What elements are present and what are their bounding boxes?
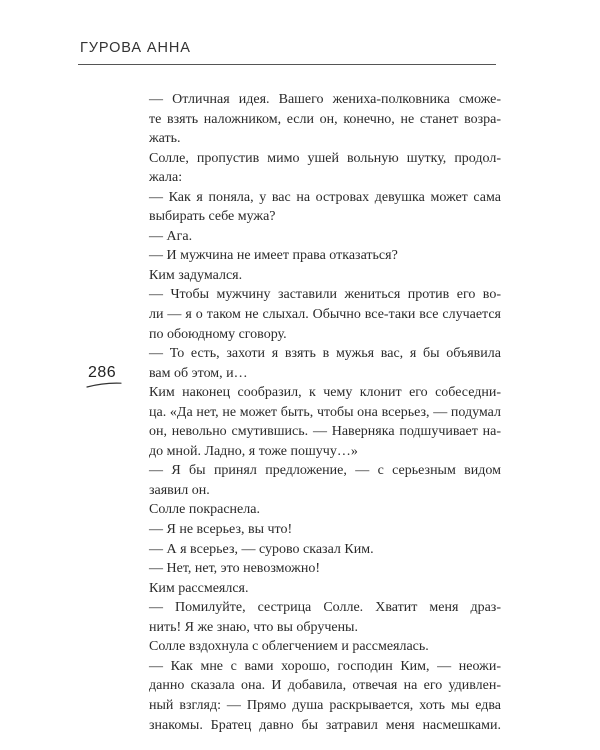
text-line: Солле покраснела. bbox=[149, 502, 260, 518]
body-text bbox=[149, 90, 501, 735]
text-line: ца. «Да нет, не может быть, чтобы она всерьез, — подумал bbox=[149, 404, 501, 420]
text-line: те взять наложником, если он, конечно, не станет возра- bbox=[149, 111, 501, 127]
text-line: Ким наконец сообразил, к чему клонит его собеседни- bbox=[149, 385, 501, 401]
text-line: — Чтобы мужчину заставили жениться против его во- bbox=[149, 287, 501, 303]
text-line: — Как я поняла, у вас на островах девушка может сама bbox=[149, 189, 501, 205]
text-line: нить! Я же знаю, что вы обручены. bbox=[149, 619, 358, 635]
text-line: — Как мне с вами хорошо, господин Ким, — неожи- bbox=[149, 658, 501, 674]
text-line: жала: bbox=[149, 170, 183, 186]
page-number-swash bbox=[86, 381, 122, 389]
text-line: — Отличная идея. Вашего жениха-полковника сможе- bbox=[149, 92, 501, 107]
text-line: вам об этом, и… bbox=[149, 365, 248, 381]
text-line: Ким рассмеялся. bbox=[149, 580, 249, 596]
text-line: Солле, пропустив мимо ушей вольную шутку, продол- bbox=[149, 150, 501, 166]
text-line: жать. bbox=[149, 131, 181, 147]
text-line: по обоюдному сговору. bbox=[149, 326, 287, 342]
text-line: заявил он. bbox=[149, 482, 210, 498]
text-line: — Нет, нет, это невозможно! bbox=[149, 561, 320, 577]
text-line: — Помилуйте, сестрица Солле. Хватит меня драз- bbox=[149, 600, 501, 616]
text-line: — То есть, захоти я взять в мужья вас, я бы объявила bbox=[149, 346, 501, 362]
text-line: выбирать себе мужа? bbox=[149, 209, 276, 225]
text-line: Ким задумался. bbox=[149, 267, 243, 283]
text-line: до мной. Ладно, я тоже пошучу…» bbox=[149, 443, 358, 459]
header-rule bbox=[78, 64, 496, 65]
text-line: ный взгляд: — Прямо душа раскрывается, хоть мы едва bbox=[149, 697, 501, 713]
text-line: он, невольно смутившись. — Наверняка подшучивает на- bbox=[149, 424, 501, 440]
text-line: — Ага. bbox=[149, 228, 193, 244]
text-line: знакомы. Братец давно бы затравил меня насмешками. bbox=[149, 717, 501, 733]
page-number: 286 bbox=[88, 364, 117, 381]
text-line: — Я не всерьез, вы что! bbox=[149, 522, 293, 538]
running-head: ГУРОВА АННА bbox=[80, 40, 191, 56]
text-line: ли — я о таком не слыхал. Обычно все-таки все случается bbox=[149, 307, 501, 323]
text-line: — И мужчина не имеет права отказаться? bbox=[149, 248, 398, 264]
text-line: данно сказала она. И добавила, отвечая на его удивлен- bbox=[149, 678, 501, 694]
text-line: — А я всерьез, — сурово сказал Ким. bbox=[149, 541, 374, 557]
text-line: Солле вздохнула с облегчением и рассмеялась. bbox=[149, 639, 429, 655]
text-line: — Я бы принял предложение, — с серьезным видом bbox=[149, 463, 501, 479]
